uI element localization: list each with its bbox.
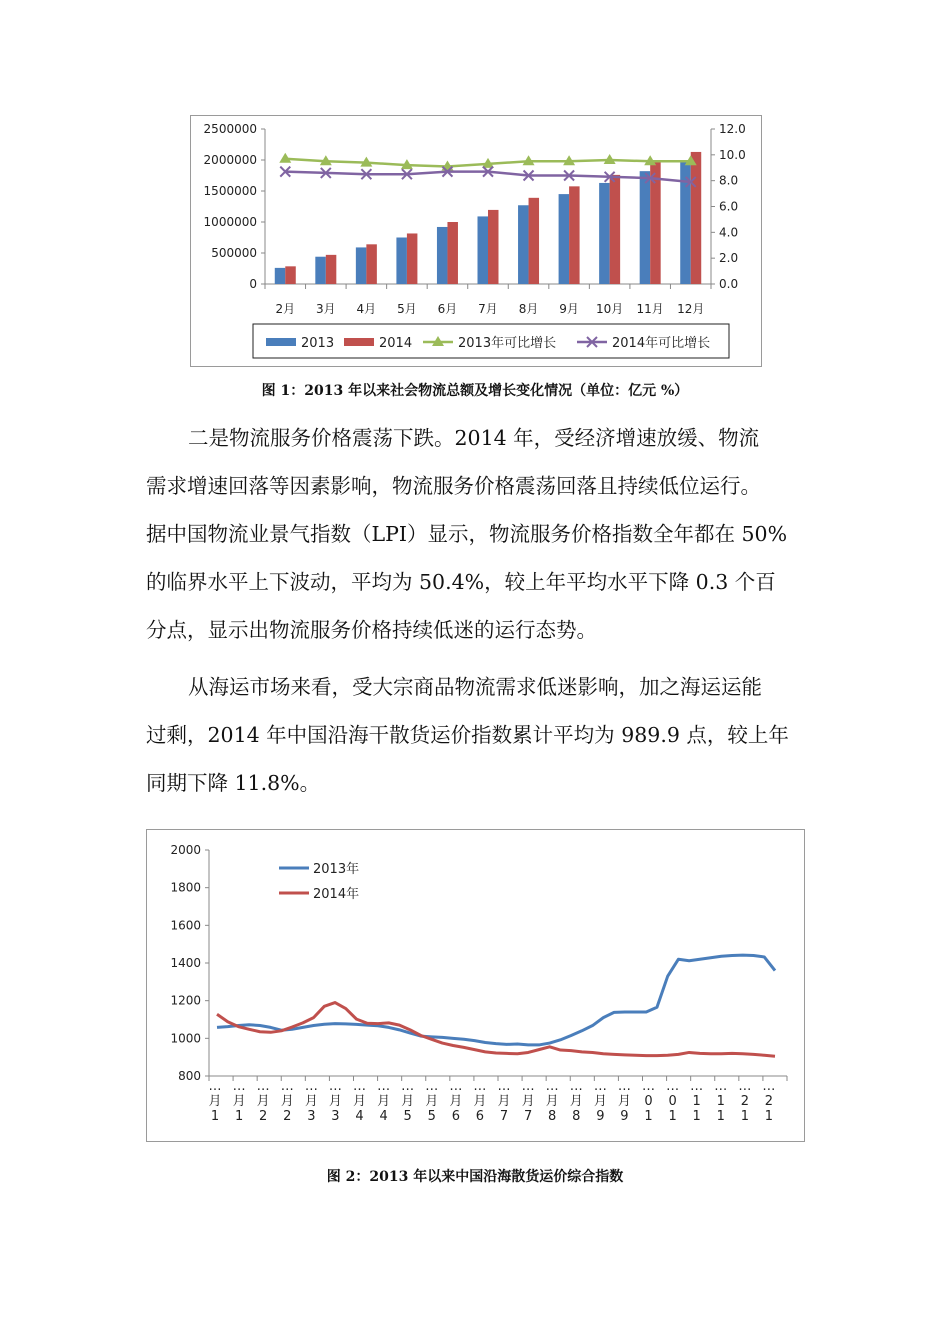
y-tick-label: 2000: [170, 843, 201, 857]
x-tick-label: …: [401, 1079, 415, 1094]
bar-2014: [447, 222, 458, 284]
x-tick-label: 月: [497, 1094, 511, 1109]
x-tick-label: …: [449, 1079, 463, 1094]
x-tick-label: 7: [523, 1109, 533, 1124]
x-tick-label: …: [642, 1079, 655, 1094]
figure1-caption: 图 1：2013 年以来社会物流总额及增长变化情况（单位：亿元 %）: [261, 383, 689, 399]
x-tick-label: …: [738, 1079, 752, 1094]
bar-2014: [691, 152, 702, 284]
x-tick-label: 3月: [315, 302, 336, 316]
x-tick-label: 4: [379, 1109, 388, 1124]
figure2-chart: [146, 829, 805, 1142]
bar-2013: [559, 194, 570, 284]
x-tick-label: 5: [403, 1109, 412, 1124]
bar-2013: [275, 268, 286, 284]
x-tick-label: 1: [644, 1109, 653, 1124]
x-tick-label: 月: [352, 1094, 367, 1109]
figure1-chart-svg: [191, 116, 761, 366]
x-tick-label: 4月: [356, 302, 377, 316]
paragraph1-line: 需求增速回落等因素影响，物流服务价格震荡回落且持续低位运行。: [146, 474, 761, 498]
x-tick-label: 1: [716, 1094, 725, 1109]
x-tick-label: 1: [692, 1109, 701, 1124]
x-tick-label: 月: [328, 1094, 342, 1109]
legend-swatch: [266, 338, 296, 346]
bar-2013: [437, 227, 448, 284]
left-tick-label: 2500000: [203, 122, 257, 136]
right-tick-label: 2.0: [719, 251, 739, 266]
x-tick-label: 月: [593, 1094, 607, 1109]
x-tick-label: 5: [427, 1109, 436, 1124]
x-tick-label: 7月: [478, 302, 498, 316]
bar-2013: [518, 205, 529, 284]
bar-2014: [366, 244, 377, 284]
bar-2014: [610, 175, 621, 284]
line-2014年: [217, 1003, 775, 1057]
x-tick-label: 0: [644, 1094, 653, 1109]
paragraph2: [146, 663, 806, 807]
figure1-chart: [190, 115, 762, 367]
x-tick-label: 1: [764, 1109, 774, 1124]
bar-2014: [488, 210, 499, 284]
x-tick-label: 2: [740, 1094, 749, 1109]
point-triangle-marker: [279, 153, 291, 163]
right-tick-label: 12.0: [719, 122, 746, 136]
bar-2014: [285, 266, 296, 284]
paragraph1-line: 据中国物流业景气指数（LPI）显示，物流服务价格指数全年都在 50%: [146, 522, 788, 546]
paragraph2-line: 同期下降 11.8%。: [146, 771, 321, 795]
paragraph2-line: 从海运市场来看，受大宗商品物流需求低迷影响，加之海运运能: [188, 675, 762, 699]
x-tick-label: 8: [548, 1109, 557, 1124]
x-tick-label: 月: [256, 1094, 270, 1109]
right-tick-label: 8.0: [719, 173, 739, 188]
line-2014年可比增长: [285, 172, 690, 182]
x-tick-label: 11月: [636, 302, 664, 316]
x-tick-label: 月: [425, 1094, 439, 1109]
y-tick-label: 1200: [170, 993, 201, 1008]
right-tick-label: 6.0: [719, 199, 739, 214]
legend-label: 2014: [379, 336, 413, 351]
x-tick-label: 9月: [559, 302, 579, 316]
x-tick-label: 2: [764, 1094, 774, 1109]
x-tick-label: …: [232, 1079, 246, 1094]
x-tick-label: …: [714, 1079, 728, 1094]
x-tick-label: 6: [475, 1109, 485, 1124]
legend-label: 2013年: [313, 862, 360, 877]
x-tick-label: 7: [499, 1109, 509, 1124]
left-tick-label: 1000000: [203, 215, 257, 229]
x-tick-label: 月: [232, 1094, 246, 1109]
x-tick-label: …: [377, 1079, 391, 1094]
x-tick-label: …: [328, 1079, 342, 1094]
x-tick-label: …: [666, 1079, 680, 1094]
x-tick-label: 月: [569, 1094, 583, 1109]
bar-2013: [315, 257, 326, 284]
left-tick-label: 2000000: [203, 153, 257, 167]
paragraph1-line: 的临界水平上下波动，平均为 50.4%，较上年平均水平下降 0.3 个百: [146, 570, 776, 594]
x-tick-label: 4: [355, 1109, 364, 1124]
x-tick-label: …: [473, 1079, 487, 1094]
x-tick-label: 月: [401, 1094, 415, 1109]
bar-2014: [407, 233, 418, 284]
y-tick-label: 1600: [170, 918, 201, 933]
left-tick-label: 1500000: [203, 184, 257, 198]
x-tick-label: 月: [521, 1094, 535, 1109]
legend-label: 2014年可比增长: [612, 336, 711, 351]
legend-label: 2013年可比增长: [458, 336, 557, 351]
x-tick-label: 月: [377, 1094, 391, 1109]
y-tick-label: 1800: [170, 880, 201, 895]
x-tick-label: 6月: [437, 302, 458, 316]
x-tick-label: 2月: [275, 302, 296, 316]
x-tick-label: …: [690, 1079, 704, 1094]
x-tick-label: …: [617, 1079, 631, 1094]
bar-2014: [326, 255, 337, 284]
bar-2013: [599, 183, 610, 284]
paragraph2-line: 过剩，2014 年中国沿海干散货运价指数累计平均为 989.9 点，较上年: [146, 723, 789, 747]
legend-label: 2014年: [313, 887, 360, 902]
y-tick-label: 800: [178, 1069, 201, 1083]
x-tick-label: 8月: [518, 302, 539, 316]
x-tick-label: 10月: [595, 302, 624, 316]
right-tick-label: 4.0: [719, 225, 739, 240]
x-tick-label: 3: [307, 1109, 316, 1124]
x-tick-label: 月: [208, 1094, 222, 1109]
paragraph1-line: 二是物流服务价格震荡下跌。2014 年，受经济增速放缓、物流: [188, 426, 760, 450]
x-tick-label: 月: [545, 1094, 559, 1109]
x-tick-label: 12月: [677, 302, 705, 316]
x-tick-label: …: [569, 1079, 583, 1094]
y-tick-label: 1400: [170, 956, 201, 970]
line-2013年: [217, 955, 775, 1045]
x-tick-label: …: [280, 1079, 294, 1094]
x-tick-label: 月: [449, 1094, 463, 1109]
paragraph1: [146, 414, 806, 654]
x-tick-label: 5月: [397, 302, 417, 316]
x-tick-label: 1: [692, 1094, 701, 1109]
x-tick-label: 6: [451, 1109, 460, 1124]
right-tick-label: 0.0: [719, 277, 739, 291]
left-tick-label: 0: [249, 277, 257, 291]
x-tick-label: 1: [740, 1109, 749, 1124]
bar-2013: [396, 238, 407, 285]
bar-2014: [529, 198, 540, 284]
x-tick-label: 1: [210, 1109, 220, 1124]
x-tick-label: …: [256, 1079, 270, 1094]
x-tick-label: 1: [668, 1109, 677, 1124]
x-tick-label: 9: [620, 1109, 629, 1124]
x-tick-label: …: [593, 1079, 607, 1094]
x-tick-label: 0: [668, 1094, 677, 1109]
x-tick-label: …: [208, 1079, 222, 1094]
legend: [253, 324, 729, 358]
x-tick-label: 月: [280, 1094, 294, 1109]
x-tick-label: …: [425, 1079, 439, 1094]
left-tick-label: 500000: [211, 246, 257, 260]
x-tick-label: 月: [617, 1094, 631, 1109]
x-tick-label: …: [545, 1079, 559, 1094]
x-tick-label: 月: [304, 1094, 318, 1109]
paragraph1-line: 分点，显示出物流服务价格持续低迷的运行态势。: [146, 618, 597, 642]
y-tick-label: 1000: [170, 1031, 201, 1046]
bar-2013: [640, 171, 651, 284]
x-tick-label: …: [762, 1079, 776, 1094]
x-tick-label: 2: [259, 1109, 268, 1124]
x-tick-label: …: [521, 1079, 535, 1094]
bar-2014: [569, 186, 580, 284]
x-tick-label: 月: [473, 1094, 487, 1109]
figure2-chart-svg: [147, 830, 804, 1141]
x-tick-label: 9: [596, 1109, 605, 1124]
x-tick-label: 3: [331, 1109, 340, 1124]
x-tick-label: 1: [234, 1109, 244, 1124]
legend-label: 2013: [301, 336, 335, 351]
figure2-caption: 图 2：2013 年以来中国沿海散货运价综合指数: [326, 1169, 624, 1185]
x-tick-label: …: [353, 1079, 366, 1094]
x-tick-label: 8: [572, 1109, 581, 1124]
legend-swatch: [344, 338, 374, 346]
x-tick-label: 2: [283, 1109, 292, 1124]
bar-2013: [356, 247, 367, 284]
right-tick-label: 10.0: [719, 147, 746, 162]
x-tick-label: …: [497, 1079, 511, 1094]
bar-2013: [478, 216, 489, 284]
x-tick-label: 1: [716, 1109, 725, 1124]
x-tick-label: …: [304, 1079, 318, 1094]
